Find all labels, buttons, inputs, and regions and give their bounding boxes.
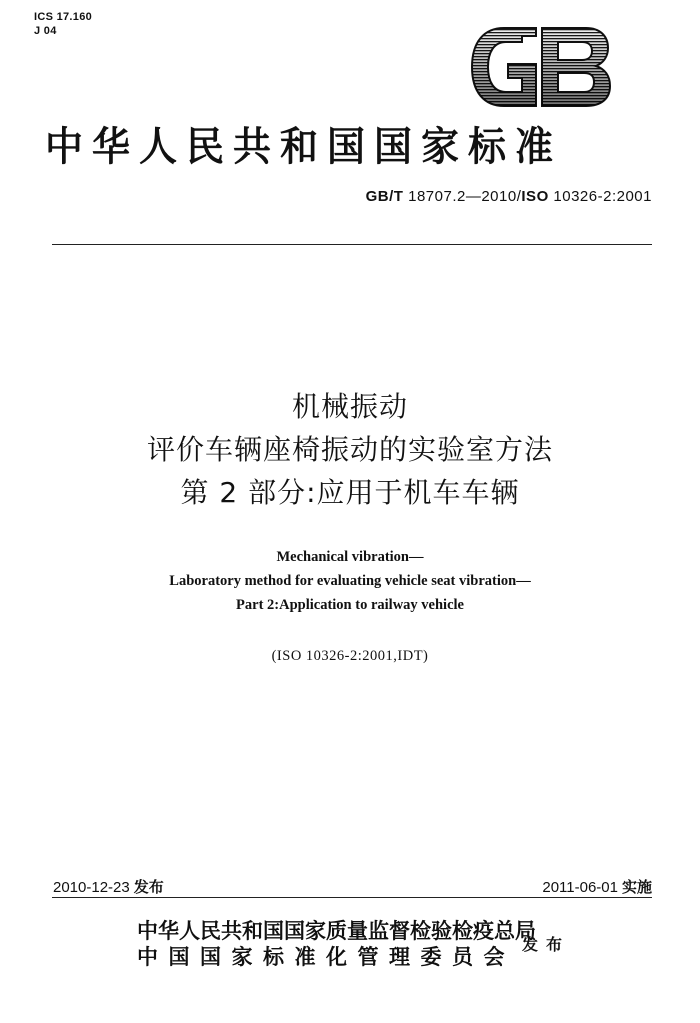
ccs-code: J 04 bbox=[34, 25, 57, 37]
iso-code: 10326-2:2001 bbox=[548, 188, 652, 205]
implementation-date bbox=[542, 876, 652, 897]
implementation-date-value: 2011-06-01 bbox=[542, 879, 618, 896]
issue-date-value: 2010-12-23 bbox=[53, 879, 130, 896]
standard-code: 18707.2—2010/ bbox=[403, 188, 522, 205]
chinese-title-line-2: 评价车辆座椅振动的实验室方法 bbox=[146, 433, 553, 466]
iso-prefix: ISO bbox=[521, 188, 549, 205]
issue-date bbox=[53, 876, 164, 897]
classification-codes bbox=[34, 10, 92, 38]
issue-date-label: 发布 bbox=[133, 878, 164, 896]
chinese-title bbox=[0, 385, 700, 514]
national-standard-title: 中华人民共和国国家标准 bbox=[45, 122, 563, 170]
english-title bbox=[0, 545, 700, 617]
ics-code: ICS 17.160 bbox=[34, 11, 93, 23]
standard-number bbox=[366, 188, 652, 205]
english-title-line-3: Part 2:Application to railway vehicle bbox=[236, 597, 464, 613]
standard-prefix: GB/T bbox=[365, 188, 404, 205]
iso-reference: (ISO 10326-2:2001,IDT) bbox=[271, 648, 429, 664]
issuer-line-2: 中国国家标准化管理委员会 bbox=[137, 944, 515, 969]
implementation-date-label: 实施 bbox=[621, 878, 652, 896]
english-title-line-2: Laboratory method for evaluating vehicle seat vibration— bbox=[169, 573, 531, 589]
header-divider bbox=[52, 244, 652, 245]
footer-divider bbox=[52, 897, 652, 898]
issuer-line-1: 中华人民共和国国家质量监督检验检疫总局 bbox=[137, 918, 536, 943]
chinese-title-line-1: 机械振动 bbox=[291, 390, 408, 423]
issuing-bodies bbox=[137, 918, 536, 970]
publish-label: 发布 bbox=[522, 935, 571, 954]
chinese-title-line-3: 第 2 部分:应用于机车车辆 bbox=[180, 476, 520, 509]
english-title-line-1: Mechanical vibration— bbox=[276, 549, 424, 565]
gb-logo-icon bbox=[470, 26, 612, 108]
